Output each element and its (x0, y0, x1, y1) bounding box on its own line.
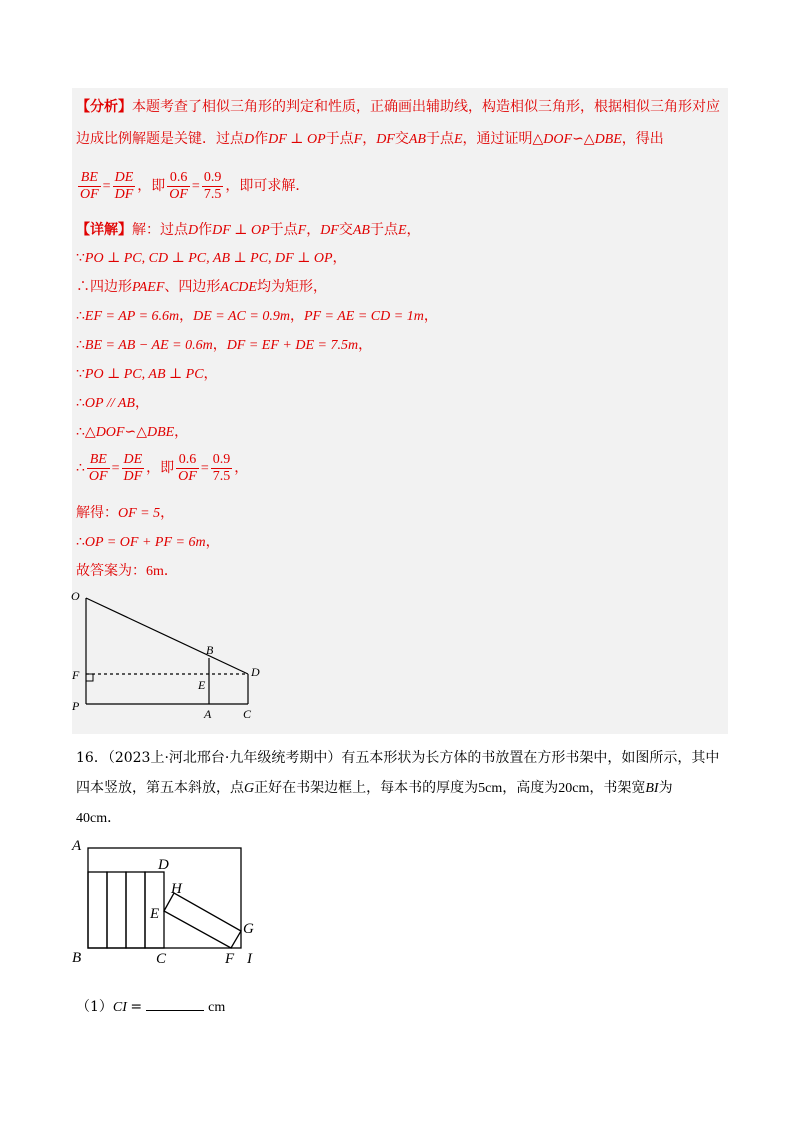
analysis-tag: 【分析】 (76, 99, 132, 115)
book-2 (107, 872, 126, 948)
fraction: $\frac{DE}{DF}$ (123, 451, 143, 484)
detail-line-4: ∴EF = AP = 6.6m，DE = AC = 0.9m，PF = AE = CD = 1m， (76, 308, 438, 324)
question-16-line-3: 40cm． (76, 810, 122, 826)
detail-line-5: ∴BE = AB − AE = 0.6m，DF = EF + DE = 7.5m， (76, 337, 373, 353)
question-16-line-2: 四本竖放，第五本斜放，点G正好在书架边框上，每本书的厚度为5cm，高度为20cm，书架宽BI为 (76, 780, 673, 796)
label-p: P (72, 699, 80, 713)
answer-blank[interactable] (146, 996, 204, 1011)
label-f: F (72, 668, 80, 682)
label-a: A (72, 838, 82, 854)
detail-line-9: ∴ $\frac{BE}{OF}$ = $\frac{DE}{DF}$ ，即 $\frac{0.6}{OF}$ = $\frac{0.9}{7.5}$ ， (76, 451, 249, 484)
analysis-line-3: $\frac{BE}{OF}$ = $\frac{DE}{DF}$ ，即 $\frac{0.6}{OF}$ = $\frac{0.9}{7.5}$ ，即可求解． (80, 169, 310, 202)
label-b: B (72, 950, 82, 966)
label-h: H (171, 881, 182, 897)
right-angle-mark (86, 674, 93, 681)
detail-line-3: ∴四边形PAEF、四边形ACDE均为矩形， (76, 279, 327, 295)
fraction: $\frac{0.9}{7.5}$ (212, 451, 231, 484)
label-o: O (71, 589, 80, 603)
fraction: $\frac{0.6}{OF}$ (169, 169, 188, 202)
figure-1-diagram (66, 586, 276, 726)
label-f: F (225, 951, 235, 967)
label-e: E (198, 678, 206, 692)
detail-line-12: 故答案为：6m． (76, 563, 178, 579)
book-3 (126, 872, 145, 948)
detail-line-6: ∵PO ⊥ PC, AB ⊥ PC， (76, 366, 218, 382)
label-g: G (243, 921, 254, 937)
fraction: $\frac{0.6}{OF}$ (178, 451, 197, 484)
label-c: C (156, 951, 167, 967)
detail-line-8: ∴△DOF∽△DBE， (76, 424, 189, 440)
question-16-line-1: 16．（2023上·河北邢台·九年级统考期中）有五本形状为长方体的书放置在方形书架中，如图所示，其中 (76, 750, 720, 766)
analysis-line-1: 【分析】本题考查了相似三角形的判定和性质，正确画出辅助线，构造相似三角形，根据相似三角形对应 (76, 99, 720, 115)
detail-line-11: ∴OP = OF + PF = 6m， (76, 534, 220, 550)
fraction: $\frac{0.9}{7.5}$ (203, 169, 222, 202)
segment-od (86, 598, 248, 674)
book-1 (88, 872, 107, 948)
book-5-slanted (164, 893, 241, 948)
label-d: D (251, 665, 260, 679)
fraction: $\frac{BE}{OF}$ (80, 169, 99, 202)
fraction: $\frac{BE}{OF}$ (88, 451, 108, 484)
detail-line-1: 【详解】解：过点D作DF ⊥ OP于点F，DF交AB于点E， (76, 222, 421, 238)
analysis-line-2: 边成比例解题是关键．过点D作DF ⊥ OP于点F，DF交AB于点E，通过证明△DOF∽△DBE，得出 (76, 131, 664, 147)
label-b: B (206, 643, 214, 657)
label-e: E (150, 906, 160, 922)
detail-line-2: ∵PO ⊥ PC, CD ⊥ PC, AB ⊥ PC, DF ⊥ OP， (76, 250, 347, 266)
detail-line-7: ∴OP // AB， (76, 395, 149, 411)
sub-question-1: （1）CI = cm (76, 996, 225, 1018)
figure-2-bookshelf (70, 836, 270, 970)
label-i: I (247, 951, 252, 967)
detail-line-10: 解得：OF = 5， (76, 505, 175, 521)
fraction: $\frac{DE}{DF}$ (114, 169, 134, 202)
label-d: D (158, 857, 169, 873)
detail-tag: 【详解】 (76, 222, 132, 238)
label-a: A (204, 707, 212, 721)
label-c: C (243, 707, 252, 721)
